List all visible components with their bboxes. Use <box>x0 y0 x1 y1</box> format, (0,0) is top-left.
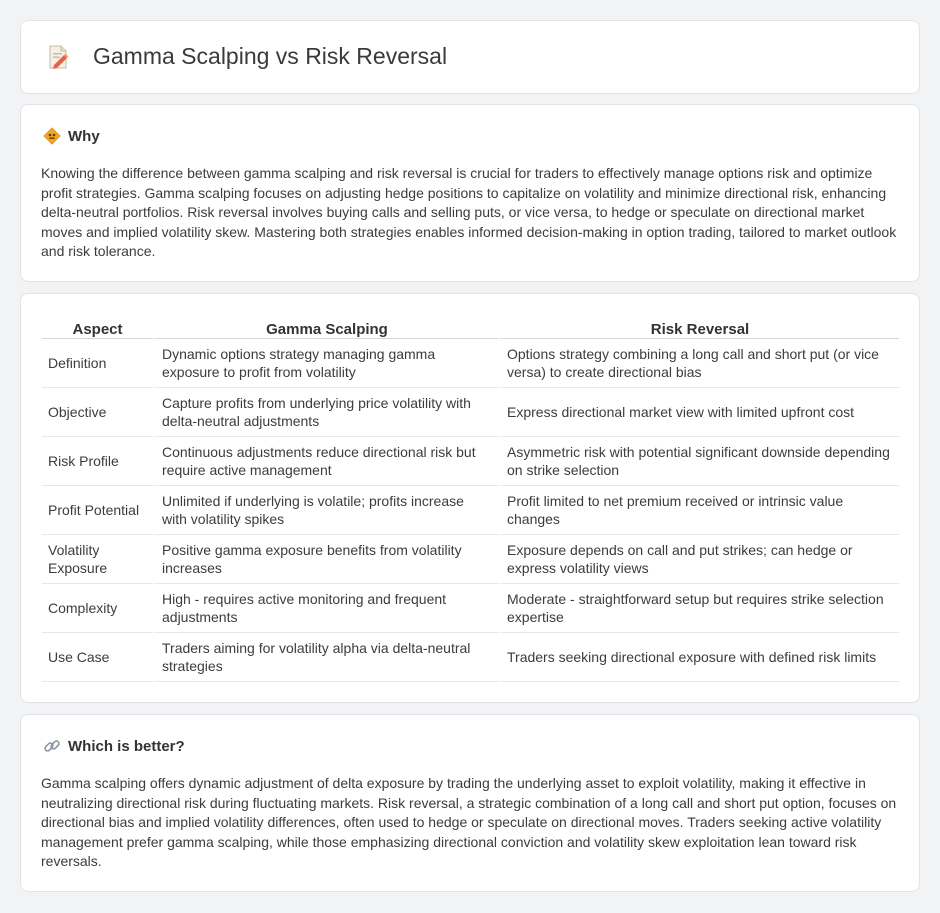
table-row <box>42 633 899 682</box>
comparison-table <box>42 316 899 682</box>
column-header-risk-reversal: Risk Reversal <box>498 316 899 339</box>
page-title: Gamma Scalping vs Risk Reversal <box>93 43 448 69</box>
aspect-cell: Objective <box>42 388 153 437</box>
why-title: Why <box>68 127 100 145</box>
table-row <box>42 535 899 584</box>
table-row <box>42 339 899 388</box>
title-card <box>20 20 920 94</box>
risk-reversal-cell: Traders seeking directional exposure with defined risk limits <box>498 633 899 682</box>
aspect-cell: Use Case <box>42 633 153 682</box>
title-row <box>45 43 447 70</box>
gamma-scalping-cell: Positive gamma exposure benefits from volatility increases <box>153 535 498 584</box>
risk-reversal-cell: Options strategy combining a long call and short put (or vice versa) to create directional bias <box>498 339 899 388</box>
table-header-row <box>42 316 899 339</box>
gamma-scalping-cell: High - requires active monitoring and frequent adjustments <box>153 584 498 633</box>
comparison-card <box>20 293 920 703</box>
column-header-aspect: Aspect <box>42 316 153 339</box>
table-row <box>42 388 899 437</box>
column-header-gamma-scalping: Gamma Scalping <box>153 316 498 339</box>
link-icon <box>43 737 61 755</box>
table-row <box>42 584 899 633</box>
table-row <box>42 437 899 486</box>
risk-reversal-cell: Exposure depends on call and put strikes; can hedge or express volatility views <box>498 535 899 584</box>
gamma-scalping-cell: Dynamic options strategy managing gamma exposure to profit from volatility <box>153 339 498 388</box>
risk-reversal-cell: Profit limited to net premium received or intrinsic value changes <box>498 486 899 535</box>
gamma-scalping-cell: Traders aiming for volatility alpha via delta-neutral strategies <box>153 633 498 682</box>
risk-reversal-cell: Moderate - straightforward setup but requires strike selection expertise <box>498 584 899 633</box>
table-row <box>42 486 899 535</box>
gamma-scalping-cell: Capture profits from underlying price volatility with delta-neutral adjustments <box>153 388 498 437</box>
which-is-better-text: Gamma scalping offers dynamic adjustment of delta exposure by trading the underlying asset to exploit volatility, making it effective in neutralizing directional risk during fluctuating markets. Risk reversal, a strategic combination of a long call and short put option, focuses on directional bias and implied volatility differences, often used to hedge or speculate on directional moves. Traders seeking active volatility management prefer gamma scalping, while those emphasizing directional conviction and volatility skew exploitation lean toward risk reversals. <box>41 775 897 870</box>
which-is-better-card <box>20 714 920 892</box>
aspect-cell: Profit Potential <box>42 486 153 535</box>
aspect-cell: Complexity <box>42 584 153 633</box>
aspect-cell: Volatility Exposure <box>42 535 153 584</box>
diamond-sign-icon <box>43 127 61 145</box>
risk-reversal-cell: Asymmetric risk with potential significant downside depending on strike selection <box>498 437 899 486</box>
why-text: Knowing the difference between gamma scalping and risk reversal is crucial for traders to effectively manage options risk and optimize profit strategies. Gamma scalping focuses on adjusting hedge positions to capitalize on volatility and minimize directional risk, enhancing delta-neutral portfolios. Risk reversal involves buying calls and selling puts, or vice versa, to hedge or speculate on directional market moves and implied volatility skew. Mastering both strategies enables informed decision-making in option trading, tailored to market outlook and risk tolerance. <box>41 165 897 260</box>
why-header <box>43 127 100 145</box>
gamma-scalping-cell: Continuous adjustments reduce directional risk but require active management <box>153 437 498 486</box>
aspect-cell: Risk Profile <box>42 437 153 486</box>
which-is-better-title: Which is better? <box>68 737 185 755</box>
which-is-better-header <box>43 737 185 755</box>
document-edit-icon <box>45 44 71 70</box>
gamma-scalping-cell: Unlimited if underlying is volatile; profits increase with volatility spikes <box>153 486 498 535</box>
risk-reversal-cell: Express directional market view with limited upfront cost <box>498 388 899 437</box>
aspect-cell: Definition <box>42 339 153 388</box>
why-card <box>20 104 920 282</box>
